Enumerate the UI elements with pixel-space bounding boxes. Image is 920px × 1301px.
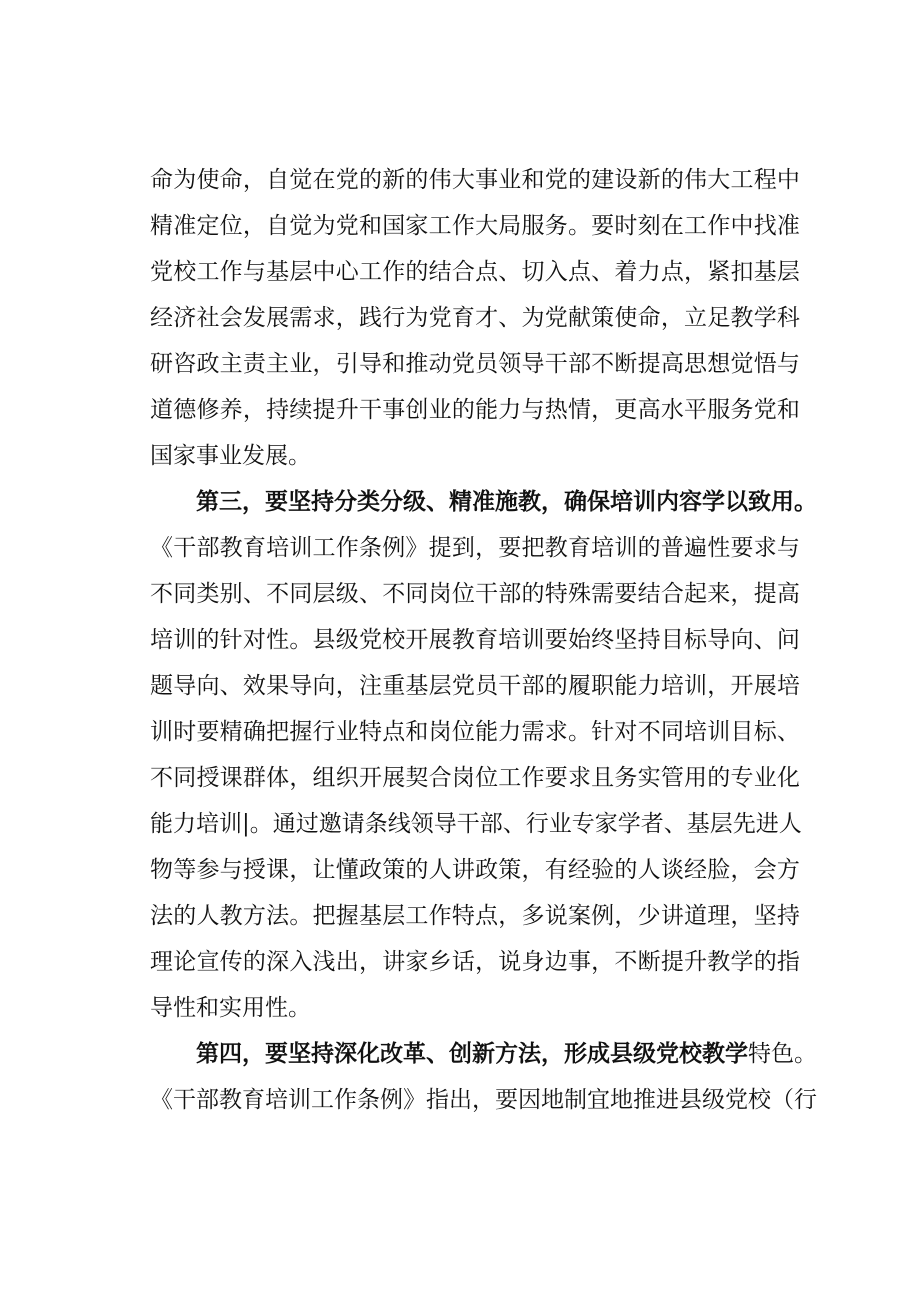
paragraph-line: 物 等 参 与 授 课 ， 让 懂 政 策 的 人 讲 政 策 ， 有 经 验 的 人 谈 经 脸 ， 会 方	[150, 857, 800, 883]
paragraph-line: 题 导 向 、 效 果 导 向 ， 注 重 基 层 党 员 干 部 的 履 职 能 力 培 训 ， 开 展 培	[150, 673, 800, 699]
paragraph-line: 不 同 授 课 群 体 ， 组 织 开 展 契 合 岗 位 工 作 要 求 且 务 实 管 用 的 专 业 化	[150, 765, 800, 791]
paragraph-line: 《 干 部 教 育 培 训 工 作 条 例 》 提 到 ， 要 把 教 育 培 训 的 普 遍 性 要 求 与	[150, 535, 800, 561]
paragraph-line: 理 论 宣 传 的 深 入 浅 出 ， 讲 家 乡 话 ， 说 身 边 事 ， 不 断 提 升 教 学 的 指	[150, 949, 800, 975]
paragraph-line: 精 准 定 位 ， 自 觉 为 党 和 国 家 工 作 大 局 服 务 。 要 时 刻 在 工 作 中 找 准	[150, 213, 800, 239]
paragraph-line: 训 时 要 精 确 把 握 行 业 特 点 和 岗 位 能 力 需 求 。 针 对 不 同 培 训 目 标 、	[150, 719, 800, 745]
paragraph-line: 培 训 的 针 对 性 。 县 级 党 校 开 展 教 育 培 训 要 始 终 坚 持 目 标 导 向 、 问	[150, 627, 800, 653]
paragraph-line: 研 咨 政 主 责 主 业 ， 引 导 和 推 动 党 员 领 导 干 部 不 断 提 高 思 想 觉 悟 与	[150, 351, 800, 377]
section-heading	[196, 1034, 817, 1074]
paragraph-line: 导性和实用性。	[150, 995, 311, 1021]
paragraph-line: 法 的 人 教 方 法 。 把 握 基 层 工 作 特 点 ， 多 说 案 例 ， 少 讲 道 理 ， 坚 持	[150, 903, 800, 929]
paragraph-line: 党 校 工 作 与 基 层 中 心 工 作 的 结 合 点 、 切 入 点 、 着 力 点 ， 紧 扣 基 层	[150, 259, 800, 285]
section-heading-bold: 第四，要坚持深化改革、创新方法，形成县级党校教学	[196, 1040, 748, 1067]
section-heading-tail: 特色。	[748, 1041, 817, 1067]
paragraph-line: 《 干 部 教 育 培 训 工 作 条 例 》 指 出 ， 要 因 地 制 宜 地 推 进 县 级 党 校 （ 行	[150, 1087, 817, 1113]
paragraph-line: 不 同 类 别 、 不 同 层 级 、 不 同 岗 位 干 部 的 特 殊 需 要 结 合 起 来 ， 提 高	[150, 581, 800, 607]
section-heading: 第 三 ， 要 坚 持 分 类 分 级 、 精 准 施 教 ， 确 保 培 训 内 容 学 以 致 用 。	[196, 488, 817, 515]
paragraph-line: 能 力 培 训 | 。 通 过 邀 请 条 线 领 导 干 部 、 行 业 专 家 学 者 、 基 层 先 进 人	[150, 811, 802, 837]
paragraph-line: 道 德 修 养 ， 持 续 提 升 干 事 创 业 的 能 力 与 热 情 ， 更 高 水 平 服 务 党 和	[150, 397, 800, 423]
paragraph-line: 国家事业发展。	[150, 443, 311, 469]
paragraph-line: 经 济 社 会 发 展 需 求 ， 践 行 为 党 育 才 、 为 党 献 策 使 命 ， 立 足 教 学 科	[150, 305, 800, 331]
paragraph-line: 命 为 使 命 ， 自 觉 在 党 的 新 的 伟 大 事 业 和 党 的 建 设 新 的 伟 大 工 程 中	[150, 167, 800, 193]
